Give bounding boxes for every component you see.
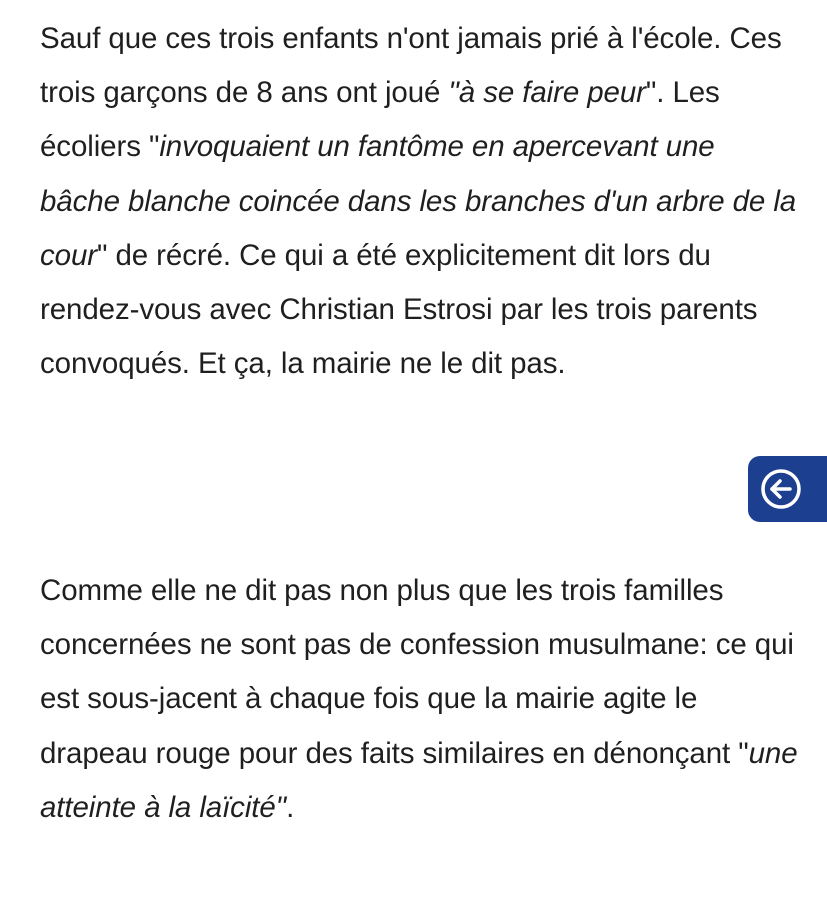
italic-quote: "à se faire peur <box>448 76 646 110</box>
italic-quote: invoquaient un fantôme en apercevant une bâche blanche coincée dans les branches d'un arbre de la cour <box>40 130 797 272</box>
back-button[interactable] <box>748 456 827 522</box>
article-paragraph <box>40 564 800 835</box>
paragraph-text: " de récré. Ce qui a été explicitement dit lors du rendez-vous avec Christian Estrosi par les trois parents convoqués. Et ça, la mairie ne le dit pas. <box>40 238 758 381</box>
paragraph-text: Sauf que ces trois enfants n'ont jamais prié à l'école. Ces trois garçons de 8 ans ont joué <box>40 22 782 110</box>
paragraph-text: Comme elle ne dit pas non plus que les trois familles concernées ne sont pas de confession musulmane: ce qui est sous-jacent à chaque fois que la mairie agite le drapeau rouge pour des faits similaires en dénonçant " <box>40 574 794 770</box>
arrow-left-circle-icon <box>760 468 802 510</box>
paragraph-text: . <box>286 790 295 824</box>
paragraph-text: ". Les écoliers " <box>40 76 720 164</box>
italic-quote: une atteinte à la laïcité" <box>40 736 798 824</box>
article-paragraph <box>40 12 800 391</box>
